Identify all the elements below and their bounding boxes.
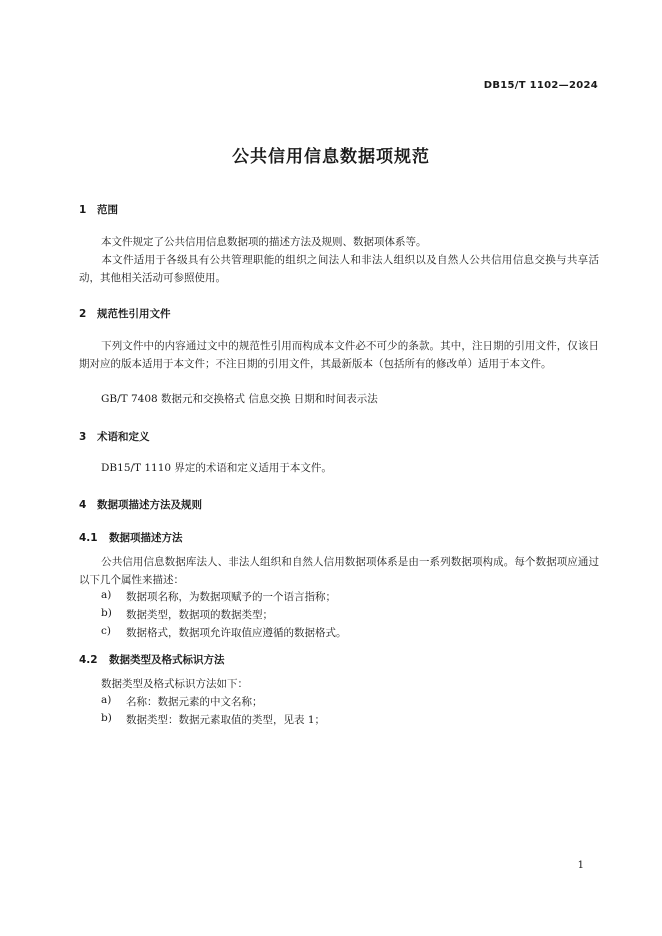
section-1-paragraph-2 [79, 251, 599, 287]
section-2-heading [79, 306, 171, 321]
section-4-2-paragraph-1: 数据类型及格式标识方法如下： [101, 678, 248, 690]
section-title: 术语和定义 [97, 431, 150, 443]
section-1-heading [79, 202, 118, 217]
normative-reference: GB/T 7408 数据元和交换格式 信息交换 日期和时间表示法 [101, 393, 378, 405]
section-number: 4.1 [79, 532, 98, 544]
section-number: 4.2 [79, 654, 98, 666]
page-number: 1 [577, 860, 584, 871]
section-title: 数据项描述方法 [109, 532, 183, 544]
section-4-heading [79, 497, 202, 512]
section-4-2-heading [79, 652, 225, 667]
list-item: 数据格式，数据项允许取值应遵循的数据格式。 [126, 627, 347, 639]
list-item: 数据类型，数据项的数据类型； [126, 609, 273, 621]
standard-code: DB15/T 1102—2024 [483, 80, 598, 91]
section-4-1-heading [79, 530, 183, 545]
section-title: 规范性引用文件 [97, 308, 171, 320]
section-2-paragraph-1 [79, 337, 599, 373]
paragraph-text: 公共信用信息数据库法人、非法人组织和自然人信用数据项体系是由一系列数据项构成。每个数据项应通过以下几个属性来描述： [79, 556, 599, 586]
list-item-mark: a) [101, 589, 112, 601]
list-item: 数据项名称，为数据项赋予的一个语言指称； [126, 591, 336, 603]
list-item-mark: a) [101, 694, 112, 706]
section-title: 数据类型及格式标识方法 [109, 654, 225, 666]
list-item: 数据类型：数据元素取值的类型，见表 1； [126, 714, 326, 726]
section-title: 范围 [97, 204, 118, 216]
section-4-1-paragraph-1 [79, 553, 599, 589]
section-number: 3 [79, 431, 87, 443]
list-item-mark: b) [101, 607, 112, 619]
section-3-heading [79, 429, 150, 444]
paragraph-text: 本文件适用于各级具有公共管理职能的组织之间法人和非法人组织以及自然人公共信用信息交换与共享活动，其他相关活动可参照使用。 [79, 254, 599, 284]
document-title: 公共信用信息数据项规范 [232, 147, 430, 167]
list-item-mark: b) [101, 712, 112, 724]
paragraph-text: 本文件规定了公共信用信息数据项的描述方法及规则、数据项体系等。 [101, 236, 427, 248]
paragraph-text: 下列文件中的内容通过文中的规范性引用而构成本文件必不可少的条款。其中，注日期的引用文件，仅该日期对应的版本适用于本文件；不注日期的引用文件，其最新版本（包括所有的修改单）适用于本文件。 [79, 340, 599, 370]
section-title: 数据项描述方法及规则 [97, 499, 202, 511]
list-item: 名称：数据元素的中文名称； [126, 696, 263, 708]
section-number: 2 [79, 308, 87, 320]
section-number: 1 [79, 204, 87, 216]
section-3-paragraph-1: DB15/T 1110 界定的术语和定义适用于本文件。 [101, 462, 332, 474]
section-1-paragraph-1 [79, 233, 599, 251]
section-number: 4 [79, 499, 87, 511]
list-item-mark: c) [101, 625, 111, 637]
